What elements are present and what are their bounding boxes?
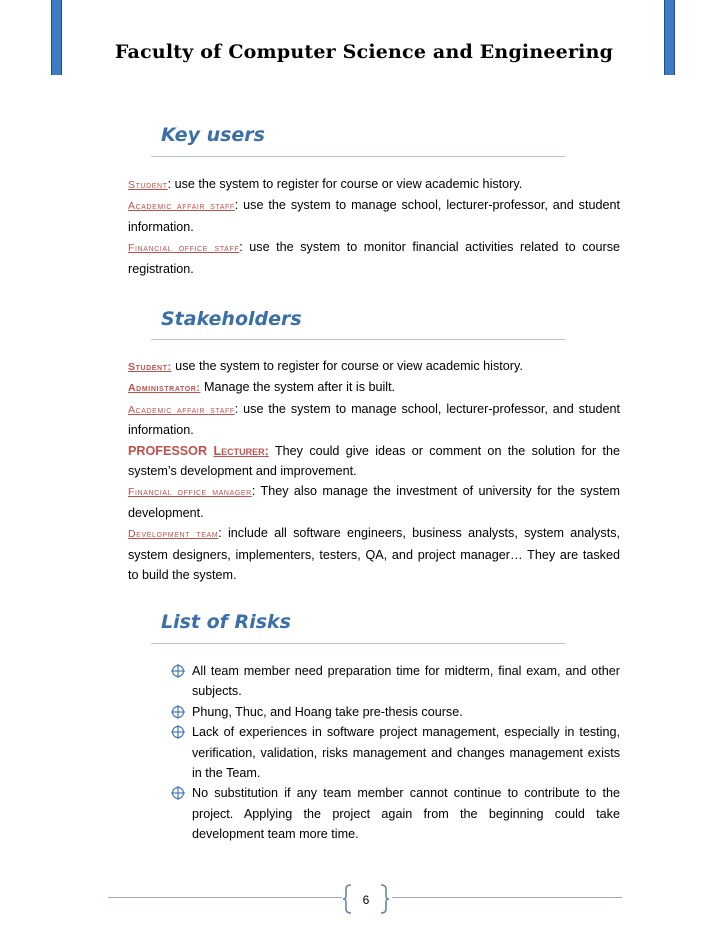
header-bar-right (664, 0, 675, 75)
circle-cross-icon (170, 704, 186, 720)
circle-cross-icon (170, 724, 186, 740)
key-users-rule (151, 156, 566, 157)
key-user-student: Student: use the system to register for course or view academic history. (128, 177, 523, 191)
stakeholder-student: Student: use the system to register for course or view academic history. (128, 359, 523, 373)
stakeholder-financial-manager: Financial office manager: They also manage the investment of university for the system development. (128, 484, 621, 520)
stakeholder-administrator: Administrator: Manage the system after it is built. (128, 380, 396, 395)
risks-list (170, 661, 620, 845)
key-user-financial-staff: Financial office staff: use the system to monitor financial activities related to course registration. (128, 240, 620, 276)
key-user-academic-staff: Academic affair staff: use the system to manage school, lecturer-professor, and student information. (128, 198, 620, 234)
footer-rule-right (392, 897, 622, 898)
risk-item: No substitution if any team member cannot continue to contribute to the project. Applying the project again from the beginning could take development team more time. (170, 783, 620, 844)
stakeholder-academic-staff: Academic affair staff: use the system to manage school, lecturer-professor, and student information. (128, 401, 620, 438)
risk-item: All team member need preparation time for midterm, final exam, and other subjects. (170, 661, 620, 702)
stakeholders-rule (151, 339, 566, 340)
key-users-heading: Key users (161, 124, 265, 146)
circle-cross-icon (170, 663, 186, 679)
stakeholder-professor: PROFESSOR Lecturer: They could give ideas or comment on the solution for the system’s development and improvement. (128, 443, 621, 479)
risks-rule (151, 643, 566, 644)
stakeholders-section (128, 356, 620, 585)
page-number: 6 (362, 893, 370, 907)
header-title: Faculty of Computer Science and Engineering (114, 41, 614, 63)
key-users-section (128, 174, 620, 279)
header-bar-left (51, 0, 62, 75)
risk-item: Phung, Thuc, and Hoang take pre-thesis course. (170, 702, 620, 722)
circle-cross-icon (170, 785, 186, 801)
footer-rule-left (108, 897, 342, 898)
risk-item: Lack of experiences in software project management, especially in testing, verification, validation, risks management and changes management exists in the Team. (170, 722, 620, 783)
stakeholder-development-team: Development team: include all software engineers, business analysts, system analysts, system designers, implementers, testers, QA, and project manager… They are tasked to build the system. (128, 526, 620, 583)
stakeholders-heading: Stakeholders (161, 308, 302, 330)
risks-heading: List of Risks (161, 611, 291, 633)
